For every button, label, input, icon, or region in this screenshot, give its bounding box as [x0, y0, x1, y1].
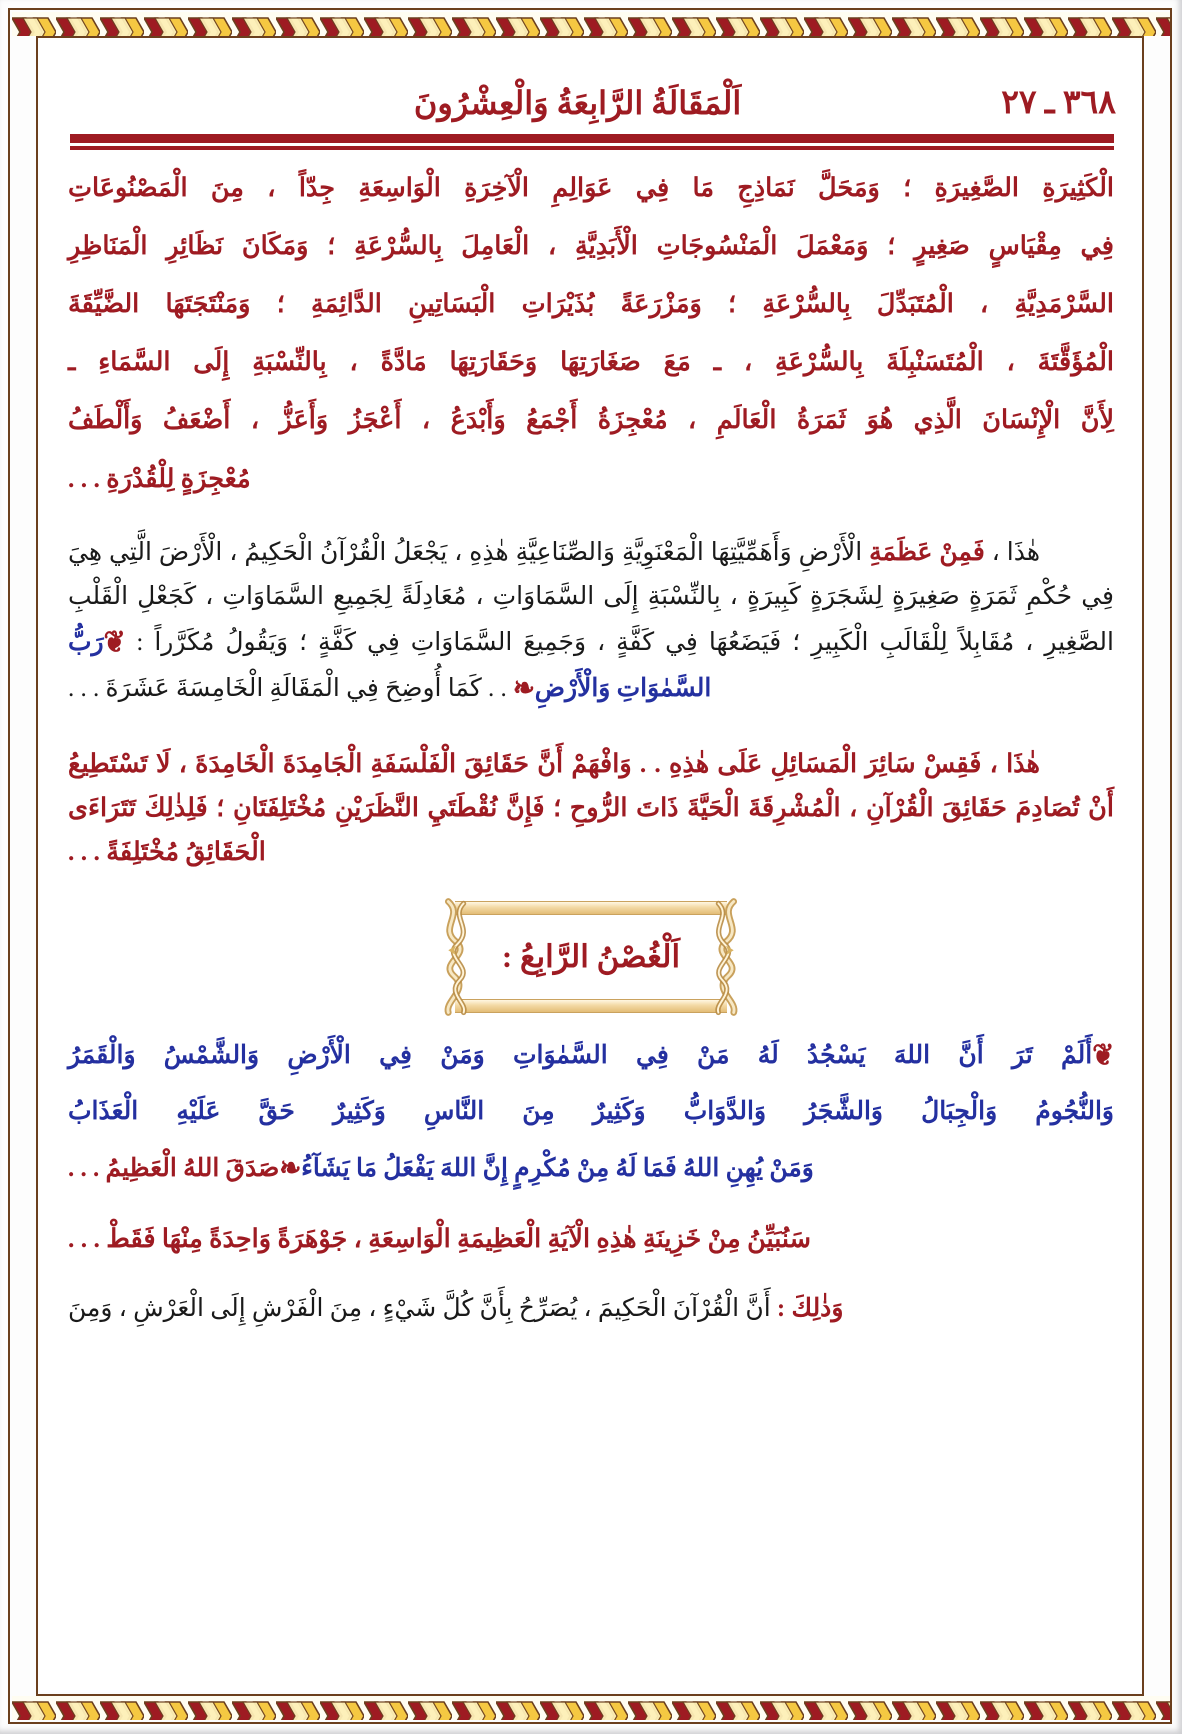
verse-line — [68, 1033, 1114, 1079]
inline-quote-ornament: ❦ — [103, 625, 126, 659]
text-segment: وَذٰلِكَ : — [770, 1295, 844, 1323]
cartouche-bottom-bar — [455, 999, 727, 1013]
text-segment: فَمِنْ عَظَمَةِ — [862, 538, 985, 566]
border-bottom — [12, 1696, 1170, 1720]
section-heading-text: اَلْغُصْنُ الرَّابِعُ : — [501, 938, 681, 974]
page-header — [40, 40, 1140, 126]
para-1-line: الْكَثِيرَةِ الصَّغِيرَةِ ؛ وَمَحَلَّ نَمَاذِجِ مَا فِي عَوَالِمِ الْآخِرَةِ الْوَاسِعَةِ جِدّاً ، مِنَ الْمَصْنُوعَاتِ — [68, 173, 1114, 202]
verse-line — [68, 1146, 1114, 1192]
page-number: ٣٦٨ ـ ٢٧ — [1001, 85, 1116, 121]
para-1-line: مُعْجِزَةٍ لِلْقُدْرَةِ . . . — [68, 463, 251, 493]
verse-close-ornament: ❧ — [279, 1151, 302, 1185]
paragraph-2-text — [68, 538, 1114, 706]
cartouche-left-ornament — [433, 897, 477, 1017]
border-left — [12, 12, 36, 1720]
paragraph-5 — [68, 1287, 1114, 1332]
verse-open-ornament: ❦ — [1092, 1038, 1114, 1072]
para-1-line: الْمُؤَقَّتَةَ ، الْمُتَسَنْبِلَةَ بِالسُّرْعَةِ ، ـ مَعَ صَغَارَتِهَا وَحَقَارَتِهَا مَادَّةً ، بِالنِّسْبَةِ إِلَى السَّمَاءِ ـ — [68, 347, 1114, 377]
paragraph-3 — [68, 742, 1114, 874]
text-segment: أَنَّ الْقُرْآنَ الْحَكِيمَ ، يُصَرِّحُ بِأَنَّ كُلَّ شَيْءٍ ، مِنَ الْفَرْشِ إِلَى الْعَرْشِ ، وَمِنَ — [68, 1295, 771, 1323]
page-title: اَلْمَقَالَةُ الرَّابِعَةُ وَالْعِشْرُونَ — [413, 85, 742, 121]
border-right — [1144, 12, 1168, 1720]
paragraph-3-text: هٰذَا ، فَقِسْ سَائِرَ الْمَسَائِلِ عَلَى هٰذِهِ . . وَافْهَمْ أَنَّ حَقَائِقَ الْفَلْسَفَةِ الْجَامِدَةَ الْخَامِدَةَ ، لَا تَسْتَطِيعُ أَنْ تُصَادِمَ حَقَائِقَ الْقُرْآنِ ، الْمُشْرِقَةَ الْحَيَّةَ ذَاتَ الرُّوحِ ؛ فَإِنَّ نُقْطَتَيِ النَّظَرَيْنِ مُخْتَلِفَتَانِ ؛ فَلِذٰلِكَ تَتَرَاءَى الْحَقَائِقُ مُخْتَلِفَةً . . . — [68, 749, 1114, 867]
text-segment: رَبُّ السَّمٰوَاتِ وَالْأَرْضِ — [68, 628, 712, 702]
para-1-line: فِي مِقْيَاسٍ صَغِيرٍ ؛ وَمَعْمَلَ الْمَنْسُوجَاتِ الْأَبَدِيَّةِ ، الْعَامِلَ بِالسُّرْعَةِ ؛ وَمَكَانَ نَظَائِرِ الْمَنَاظِرِ — [68, 231, 1114, 261]
quran-verse-block — [68, 1033, 1114, 1192]
header-divider — [70, 134, 1114, 150]
border-top — [12, 12, 1170, 36]
text-segment: الْأَرْضِ وَأَهَمِّيَّتِهَا الْمَعْنَوِيَّةِ وَالصِّنَاعِيَّةِ هٰذِهِ ، يَجْعَلُ الْقُرْآنُ الْحَكِيمُ ، الْأَرْضَ الَّتِي هِيَ فِي حُكْمِ ثَمَرَةٍ صَغِيرَةٍ لِشَجَرَةٍ كَبِيرَةٍ ، بِالنِّسْبَةِ إِلَى السَّمَاوَاتِ ، مُعَادِلَةً لِجَمِيعِ السَّمَاوَاتِ ، كَجَعْلِ الْقَلْبِ الصَّغِيرِ ، مُقَابِلاً لِلْقَالَبِ الْكَبِيرِ ؛ فَيَضَعُهَا فِي كَفَّةٍ ، وَجَمِيعَ السَّمَاوَاتِ فِي كَفَّةٍ ؛ وَيَقُولُ مُكَرَّراً : — [68, 538, 1114, 656]
para-1-line: لِأَنَّ الْإِنْسَانَ الَّذِي هُوَ ثَمَرَةُ الْعَالَمِ ، مُعْجِزَةُ أَجْمَعُ وَأَبْدَعُ ، أَعْجَزُ وَأَعَزُّ ، أَضْعَفُ وَأَلْطَفُ — [68, 405, 1114, 435]
text-segment: هٰذَا ، — [984, 538, 1041, 566]
section-heading-block — [68, 897, 1114, 1017]
paragraph-2 — [68, 531, 1114, 713]
paragraph-1 — [68, 166, 1114, 501]
para-1-line: السَّرْمَدِيَّةِ ، الْمُتَبَدِّلَ بِالسُّرْعَةِ ؛ وَمَزْرَعَةً بُذَيْرَاتِ الْبَسَاتِينِ الدَّائِمَةِ ؛ وَمَنْتَجَتَهَا الضَّيِّقَةَ — [68, 289, 1114, 319]
paragraph-5-text — [68, 1295, 843, 1322]
paragraph-4-text: سَنُبَيِّنُ مِنْ خَزِينَةِ هٰذِهِ الْآيَةِ الْعَظِيمَةِ الْوَاسِعَةِ ، جَوْهَرَةً وَاحِدَةً مِنْهَا فَقَطْ . . . — [68, 1224, 811, 1254]
body-text — [40, 150, 1140, 1332]
text-segment: . . كَمَا أُوضِحَ فِي الْمَقَالَةِ الْخَامِسَةَ عَشَرَةَ . . . — [68, 674, 513, 702]
verse-line-text: وَمَنْ يُهِنِ اللهُ فَمَا لَهُ مِنْ مُكْرِمٍ إِنَّ اللهَ يَفْعَلُ مَا يَشَآءُ — [301, 1154, 814, 1182]
page-content — [40, 40, 1140, 1692]
cartouche-top-bar — [455, 901, 727, 915]
cartouche-frame — [441, 897, 741, 1017]
verse-attribution: صَدَقَ اللهُ الْعَظِيمُ . . . — [68, 1154, 280, 1182]
verse-line-text: أَلَمْ تَرَ أَنَّ اللهَ يَسْجُدُ لَهُ مَنْ فِي السَّمٰوَاتِ وَمَنْ فِي الْأَرْضِ وَالشَّمْسُ وَالْقَمَرُ — [68, 1041, 1093, 1069]
paragraph-4 — [68, 1217, 1114, 1261]
inline-quote-ornament: ❧ — [512, 671, 535, 706]
verse-line: وَالنُّجُومُ وَالْجِبَالُ وَالشَّجَرُ وَالدَّوَابُّ وَكَثِيرٌ مِنَ النَّاسِ وَكَثِيرٌ حَقَّ عَلَيْهِ الْعَذَابُ — [68, 1098, 1114, 1126]
cartouche-right-ornament — [705, 897, 749, 1017]
